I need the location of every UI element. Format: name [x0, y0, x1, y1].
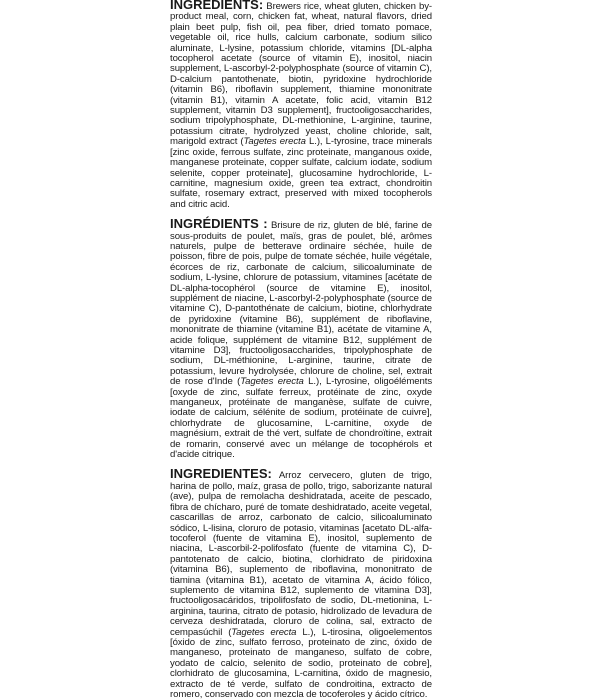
english-heading: INGREDIENTS: — [170, 0, 264, 12]
english-botanical-name: Tagetes erecta — [243, 136, 306, 148]
ingredient-label — [170, 0, 433, 700]
french-ingredients — [170, 216, 433, 461]
english-text-part-1: Brewers rice, wheat gluten, chicken by-product meal, corn, chicken fat, wheat, natural flavors, dried plain beet pulp, fish oil, pea fiber, dried tomato pomace, vegetable oil, rice hulls, calcium carbonate, sodium silico aluminate, L-lysine, potassium chloride, vitamins [DL-alpha tocopherol acetate (source of vitamin E), inositol, niacin supplement, L-ascorbyl-2-polyphosphate (source of vitamin C), D-calcium pantothenate, biotin, pyridoxine hydrochloride (vitamin B6), riboflavin supplement, thiamine mononitrate (vitamin B1), vitamin A acetate, folic acid, vitamin B12 supplement, vitamin D3 supplement], fructooligosaccharides, sodium tripolyphosphate, DL-methionine, L-arginine, taurine, potassium citrate, hydrolyzed yeast, choline chloride, salt, marigold extract ( — [170, 1, 432, 148]
spanish-text-part-1: Arroz cervecero, gluten de trigo, harina de pollo, maíz, grasa de pollo, trigo, saborizante natural (ave), pulpa de remolacha deshidratada, aceite de pescado, fibra de chícharo, puré de tomate deshidratado, aceite vegetal, cascarillas de arroz, carbonato de calcio, silicoaluminato sódico, L-lisina, cloruro de potasio, vitaminas [acetato DL-alfa-tocoferol (fuente de vitamina E), inositol, suplemento de niacina, L-ascorbil-2-polifosfato (fuente de vitamina C), D-pantotenato de calcio, biotina, clorhidrato de piridoxina (vitamina B6), suplemento de riboflavina, mononitrato de tiamina (vitamina B1), acetato de vitamina A, ácido fólico, suplemento de vitamina B12, suplemento de vitamina D3], fructooligosacáridos, tripolifosfato de sodio, DL-metionina, L-arginina, taurina, citrato de potasio, hidrolizado de levadura de cerveza deshidratada, cloruro de colina, sal, extracto de cempasúchil ( — [170, 470, 432, 638]
french-heading: INGRÉDIENTS : — [170, 216, 268, 232]
spanish-ingredients — [170, 466, 432, 700]
spanish-botanical-name: Tagetes erecta — [231, 626, 297, 638]
french-botanical-name: Tagetes erecta — [240, 376, 304, 388]
spanish-text-part-2: L.), L-tirosina, oligoelementos [óxido de zinc, sulfato ferroso, proteinato de zinc, óxido de manganeso, proteinato de manganeso, sulfato de cobre, yodato de calcio, selenito de sodio, proteinato de cobre], clorhidrato de glucosamina, L-carnitina, óxido de magnesio, extracto de té verde, sulfato de condroitina, extracto de romero, conservado con mezcla de tocoferoles y ácido cítrico. — [170, 626, 432, 700]
french-text-part-2: L.), L-tyrosine, oligoéléments [oxyde de zinc, sulfate ferreux, protéinate de zinc, oxyde manganeux, protéinate de manganèse, sulfate de cuivre, iodate de calcium, sélénite de sodium, protéinate de cuivre], chlorhydrate de glucosamine, L-carnitine, oxyde de magnésium, extrait de thé vert, sulfate de chondroïtine, extrait de romarin, conservé avec un mélange de tocophérols et d'acide citrique. — [170, 376, 433, 461]
french-text-part-1: Brisure de riz, gluten de blé, farine de sous-produits de poulet, maïs, gras de poulet, blé, arômes naturels, pulpe de betterave ordinaire séchée, huile de poisson, fibre de pois, pulpe de tomate séchée, huile végétale, écorces de riz, carbonate de calcium, silicoaluminate de sodium, L-lysine, chlorure de potassium, vitamines [acétate de DL-alpha-tocophérol (source de vitamine E), inositol, supplément de niacine, L-ascorbyl-2-polyphosphate (source de vitamine C), D-pantothénate de calcium, biotine, chlorhydrate de pyridoxine (vitamine B6), supplément de riboflavine, mononitrate de thiamine (vitamine B1), acétate de vitamine A, acide folique, supplément de vitamine B12, supplément de vitamine D3], fructooligosaccharides, tripolyphosphate de sodium, DL-méthionine, L-arginine, taurine, citrate de potassium, levure hydrolysée, chlorure de choline, sel, extrait de rose d'Inde ( — [170, 220, 432, 388]
english-ingredients — [170, 0, 432, 210]
spanish-heading: INGREDIENTES: — [170, 466, 272, 482]
english-text-part-2: L.), L-tyrosine, trace minerals [zinc oxide, ferrous sulfate, zinc proteinate, manganous oxide, manganese proteinate, copper sulfate, calcium iodate, sodium selenite, copper proteinate], glucosamine hydrochloride, L-carnitine, magnesium oxide, green tea extract, chondroitin sulfate, rosemary extract, preserved with mixed tocopherols and citric acid. — [170, 136, 432, 210]
